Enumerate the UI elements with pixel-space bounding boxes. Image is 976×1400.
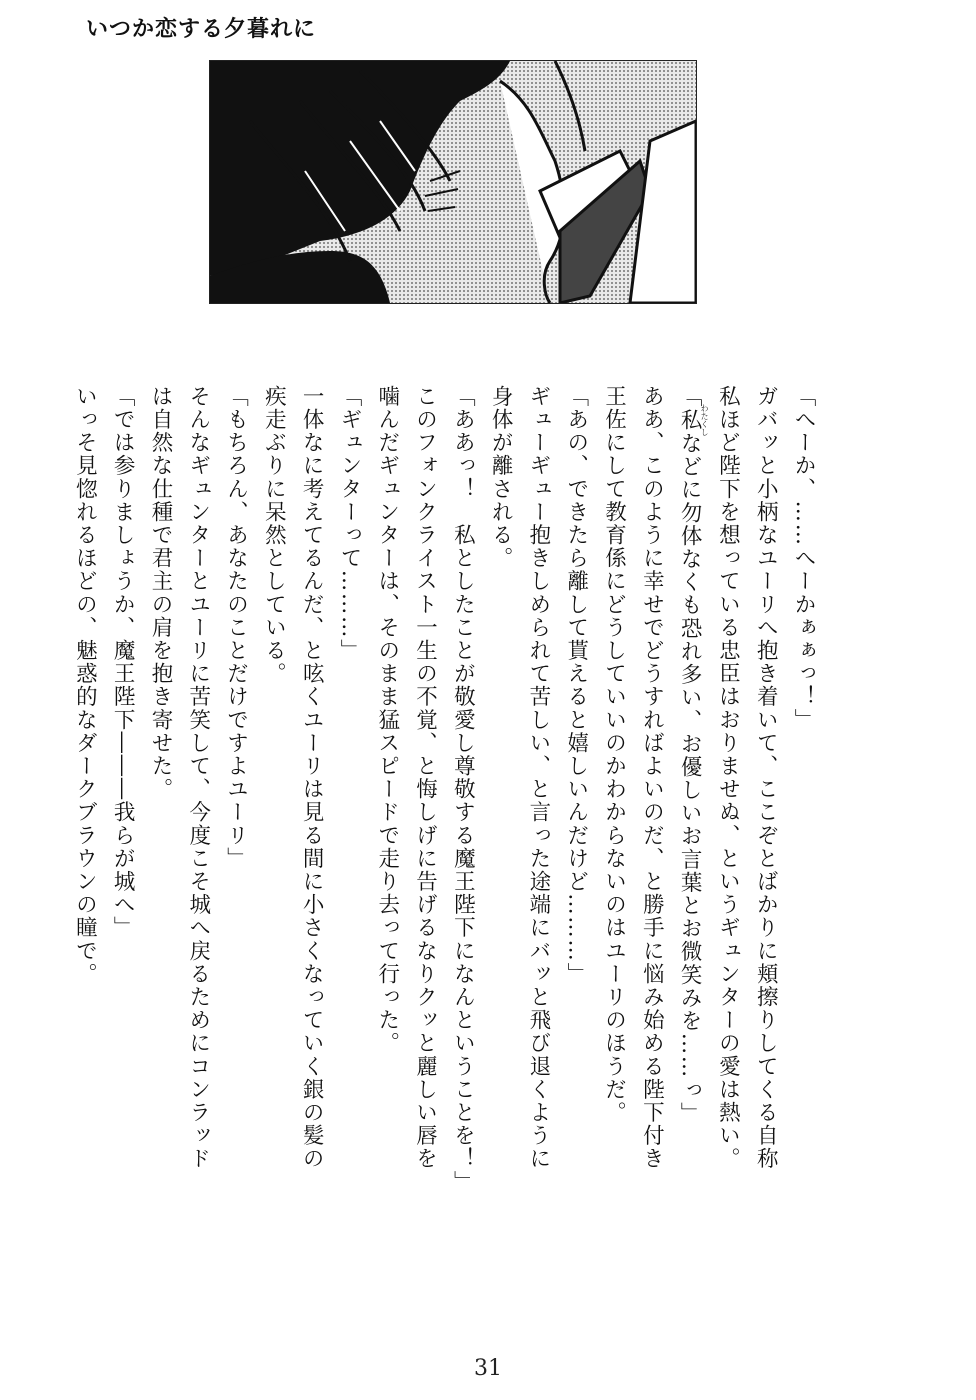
ruby-reading: わたくし (700, 404, 710, 437)
text-line: 疾走ぶりに呆然としている。 (261, 385, 287, 686)
page-number: 31 (474, 1356, 502, 1381)
text-line: いっそ見惚れるほどの、魅惑的なダークブラウンの瞳で。 (72, 385, 98, 986)
text-line: 「では参りましょうか、魔王陛下―――我らが城へ」 (110, 385, 136, 940)
illustration-art (210, 61, 696, 303)
text-line: 身体が離される。 (488, 385, 514, 570)
ruby-word (677, 404, 710, 437)
text-line: ああ、このように幸せでどうすればよいのだ、と勝手に悩み始める陛下付き (639, 385, 665, 1171)
open-bracket: 「 (677, 385, 703, 409)
text-line: 「へーか、……へーかぁぁっ！」 (791, 385, 816, 732)
text-line: 「ギュンターって………」 (336, 385, 362, 663)
text-line: 噛んだギュンターは、そのまま猛スピードで走り去って行った。 (374, 385, 400, 1055)
body-text-column (72, 385, 822, 1194)
text-line: 「もちろん、あなたのことだけですよユーリ」 (223, 385, 249, 871)
text-line: 「あの、できたら離して貰えると嬉しいんだけど………」 (563, 385, 589, 986)
text-line-rest: などに勿体なくも恐れ多い、お優しいお言葉とお微笑みを……っ」 (677, 432, 703, 1126)
page-header-title: いつか恋する夕暮れに (86, 17, 317, 42)
text-line: 王佐にして教育係にどうしていいのかわからないのはユーリのほうだ。 (601, 385, 627, 1125)
text-line: 「ああっ！ 私としたことが敬愛し尊敬する魔王陛下になんということを！」 (450, 385, 476, 1194)
text-line: そんなギュンターとユーリに苦笑して、今度こそ城へ戻るためにコンラッド (185, 385, 211, 1171)
text-line: 私ほど陛下を想っている忠臣はおりませぬ、というギュンターの愛は熱い。 (715, 385, 741, 1171)
text-line: 一体なに考えてるんだ、と呟くユーリは見る間に小さくなっていく銀の髪の (299, 385, 325, 1171)
text-line: ギューギュー抱きしめられて苦しい、と言った途端にバッと飛び退くように (525, 385, 551, 1171)
text-line-with-ruby (670, 385, 710, 1126)
text-line: このフォンクライスト一生の不覚、と悔しげに告げるなりクッと麗しい唇を (412, 385, 438, 1171)
manga-illustration (209, 60, 697, 304)
text-line: ガバッと小柄なユーリへ抱き着いて、ここぞとばかりに頬擦りしてくる自称 (753, 385, 779, 1171)
ruby-base: 私 (677, 404, 703, 437)
text-line: は自然な仕種で君主の肩を抱き寄せた。 (147, 385, 173, 801)
